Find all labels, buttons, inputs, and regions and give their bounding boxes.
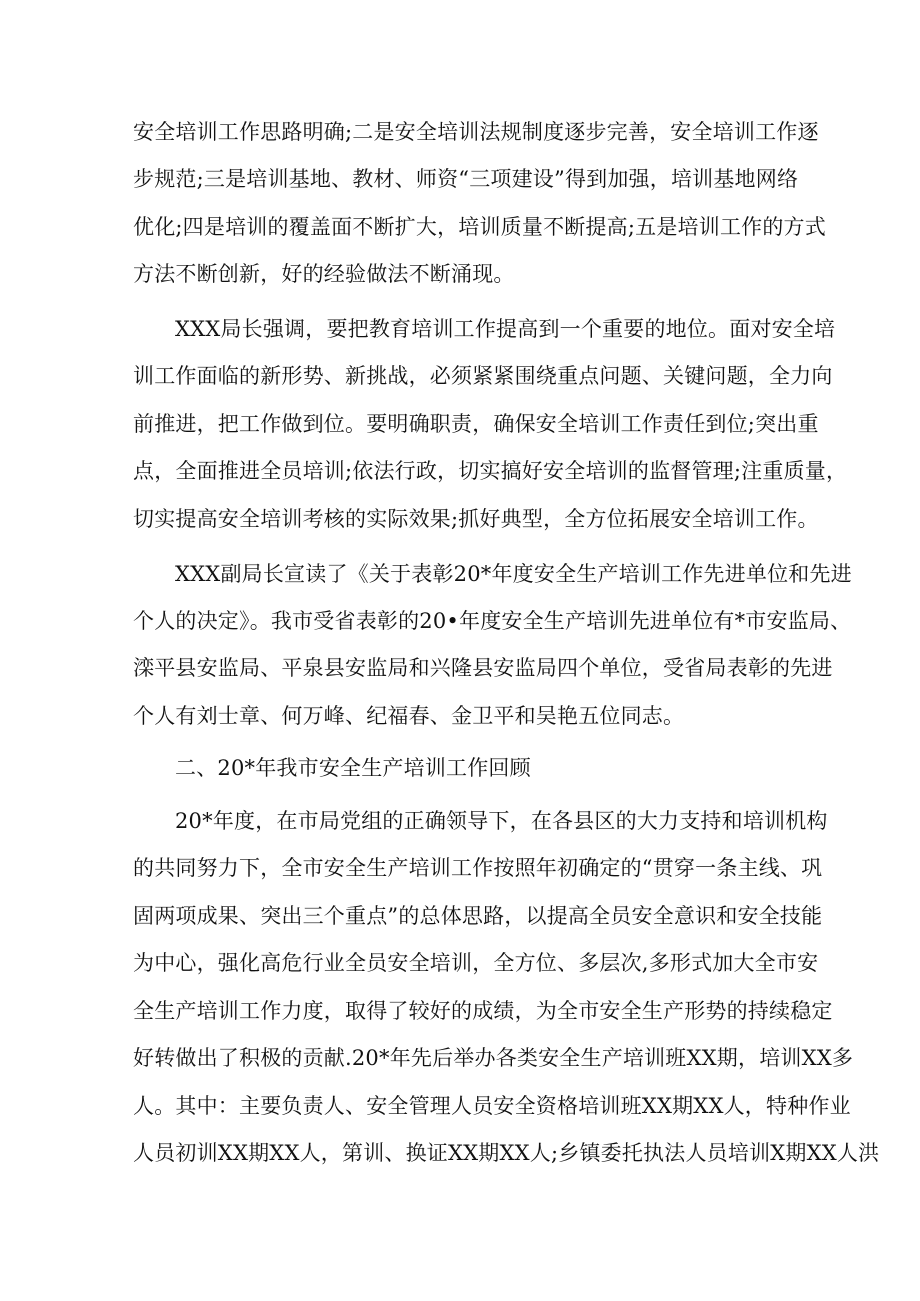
text-line: 滦平县安监局、平泉县安监局和兴隆县安监局四个单位，受省局表彰的先进 [133, 656, 833, 680]
text-line: 优化;四是培训的覆盖面不断扩大，培训质量不断提高;五是培训工作的方式 [133, 215, 826, 239]
text-line: 前推进，把工作做到位。要明确职责，确保安全培训工作责任到位;突出重 [133, 412, 819, 436]
text-line: XXX副局长宣读了《关于表彰20*年度安全生产培训工作先进单位和先进 [175, 562, 852, 586]
text-line: 安全培训工作思路明确;二是安全培训法规制度逐步完善，安全培训工作逐 [133, 120, 819, 144]
text-line: 个人有刘士章、何万峰、纪福春、金卫平和吴艳五位同志。 [133, 704, 685, 728]
text-line: 20*年度，在市局党组的正确领导下，在各县区的大力支持和培训机构 [175, 809, 828, 833]
section-heading: 二、20*年我市安全生产培训工作回顾 [175, 756, 531, 780]
text-line: 的共同努力下，全市安全生产培训工作按照年初确定的“贯穿一条主线、巩 [133, 856, 823, 880]
text-line: 全生产培训工作力度，取得了较好的成绩，为全市安全生产形势的持续稳定 [133, 999, 833, 1023]
text-line: 好转做出了积极的贡献.20*年先后举办各类安全生产培训班XX期，培训XX多 [133, 1046, 854, 1070]
text-line: 步规范;三是培训基地、教材、师资“三项建设”得到加强，培训基地网络 [133, 167, 799, 191]
text-line: 人。其中：主要负责人、安全管理人员安全资格培训班XX期XX人，特种作业 [133, 1094, 851, 1118]
text-line: 点，全面推进全员培训;依法行政，切实搞好安全培训的监督管理;注重质量， [133, 459, 848, 483]
text-line: 切实提高安全培训考核的实际效果;抓好典型，全方位拓展安全培训工作。 [133, 507, 819, 531]
text-line: 训工作面临的新形势、新挑战，必须紧紧围绕重点问题、关键问题，全力向 [133, 364, 833, 388]
text-line: 个人的决定》。我市受省表彰的20•年度安全生产培训先进单位有*市安监局、 [133, 609, 852, 633]
text-line: 人员初训XX期XX人，第训、换证XX期XX人;乡镇委托执法人员培训X期XX人洪 [133, 1141, 880, 1165]
text-line: 固两项成果、突出三个重点”的总体思路，以提高全员安全意识和安全技能 [133, 904, 823, 928]
text-line: XXX局长强调，要把教育培训工作提高到一个重要的地位。面对安全培 [175, 317, 836, 341]
text-line: 为中心，强化高危行业全员安全培训，全方位、多层次,多形式加大全市安 [133, 951, 819, 975]
text-line: 方法不断创新，好的经验做法不断涌现。 [133, 262, 515, 286]
